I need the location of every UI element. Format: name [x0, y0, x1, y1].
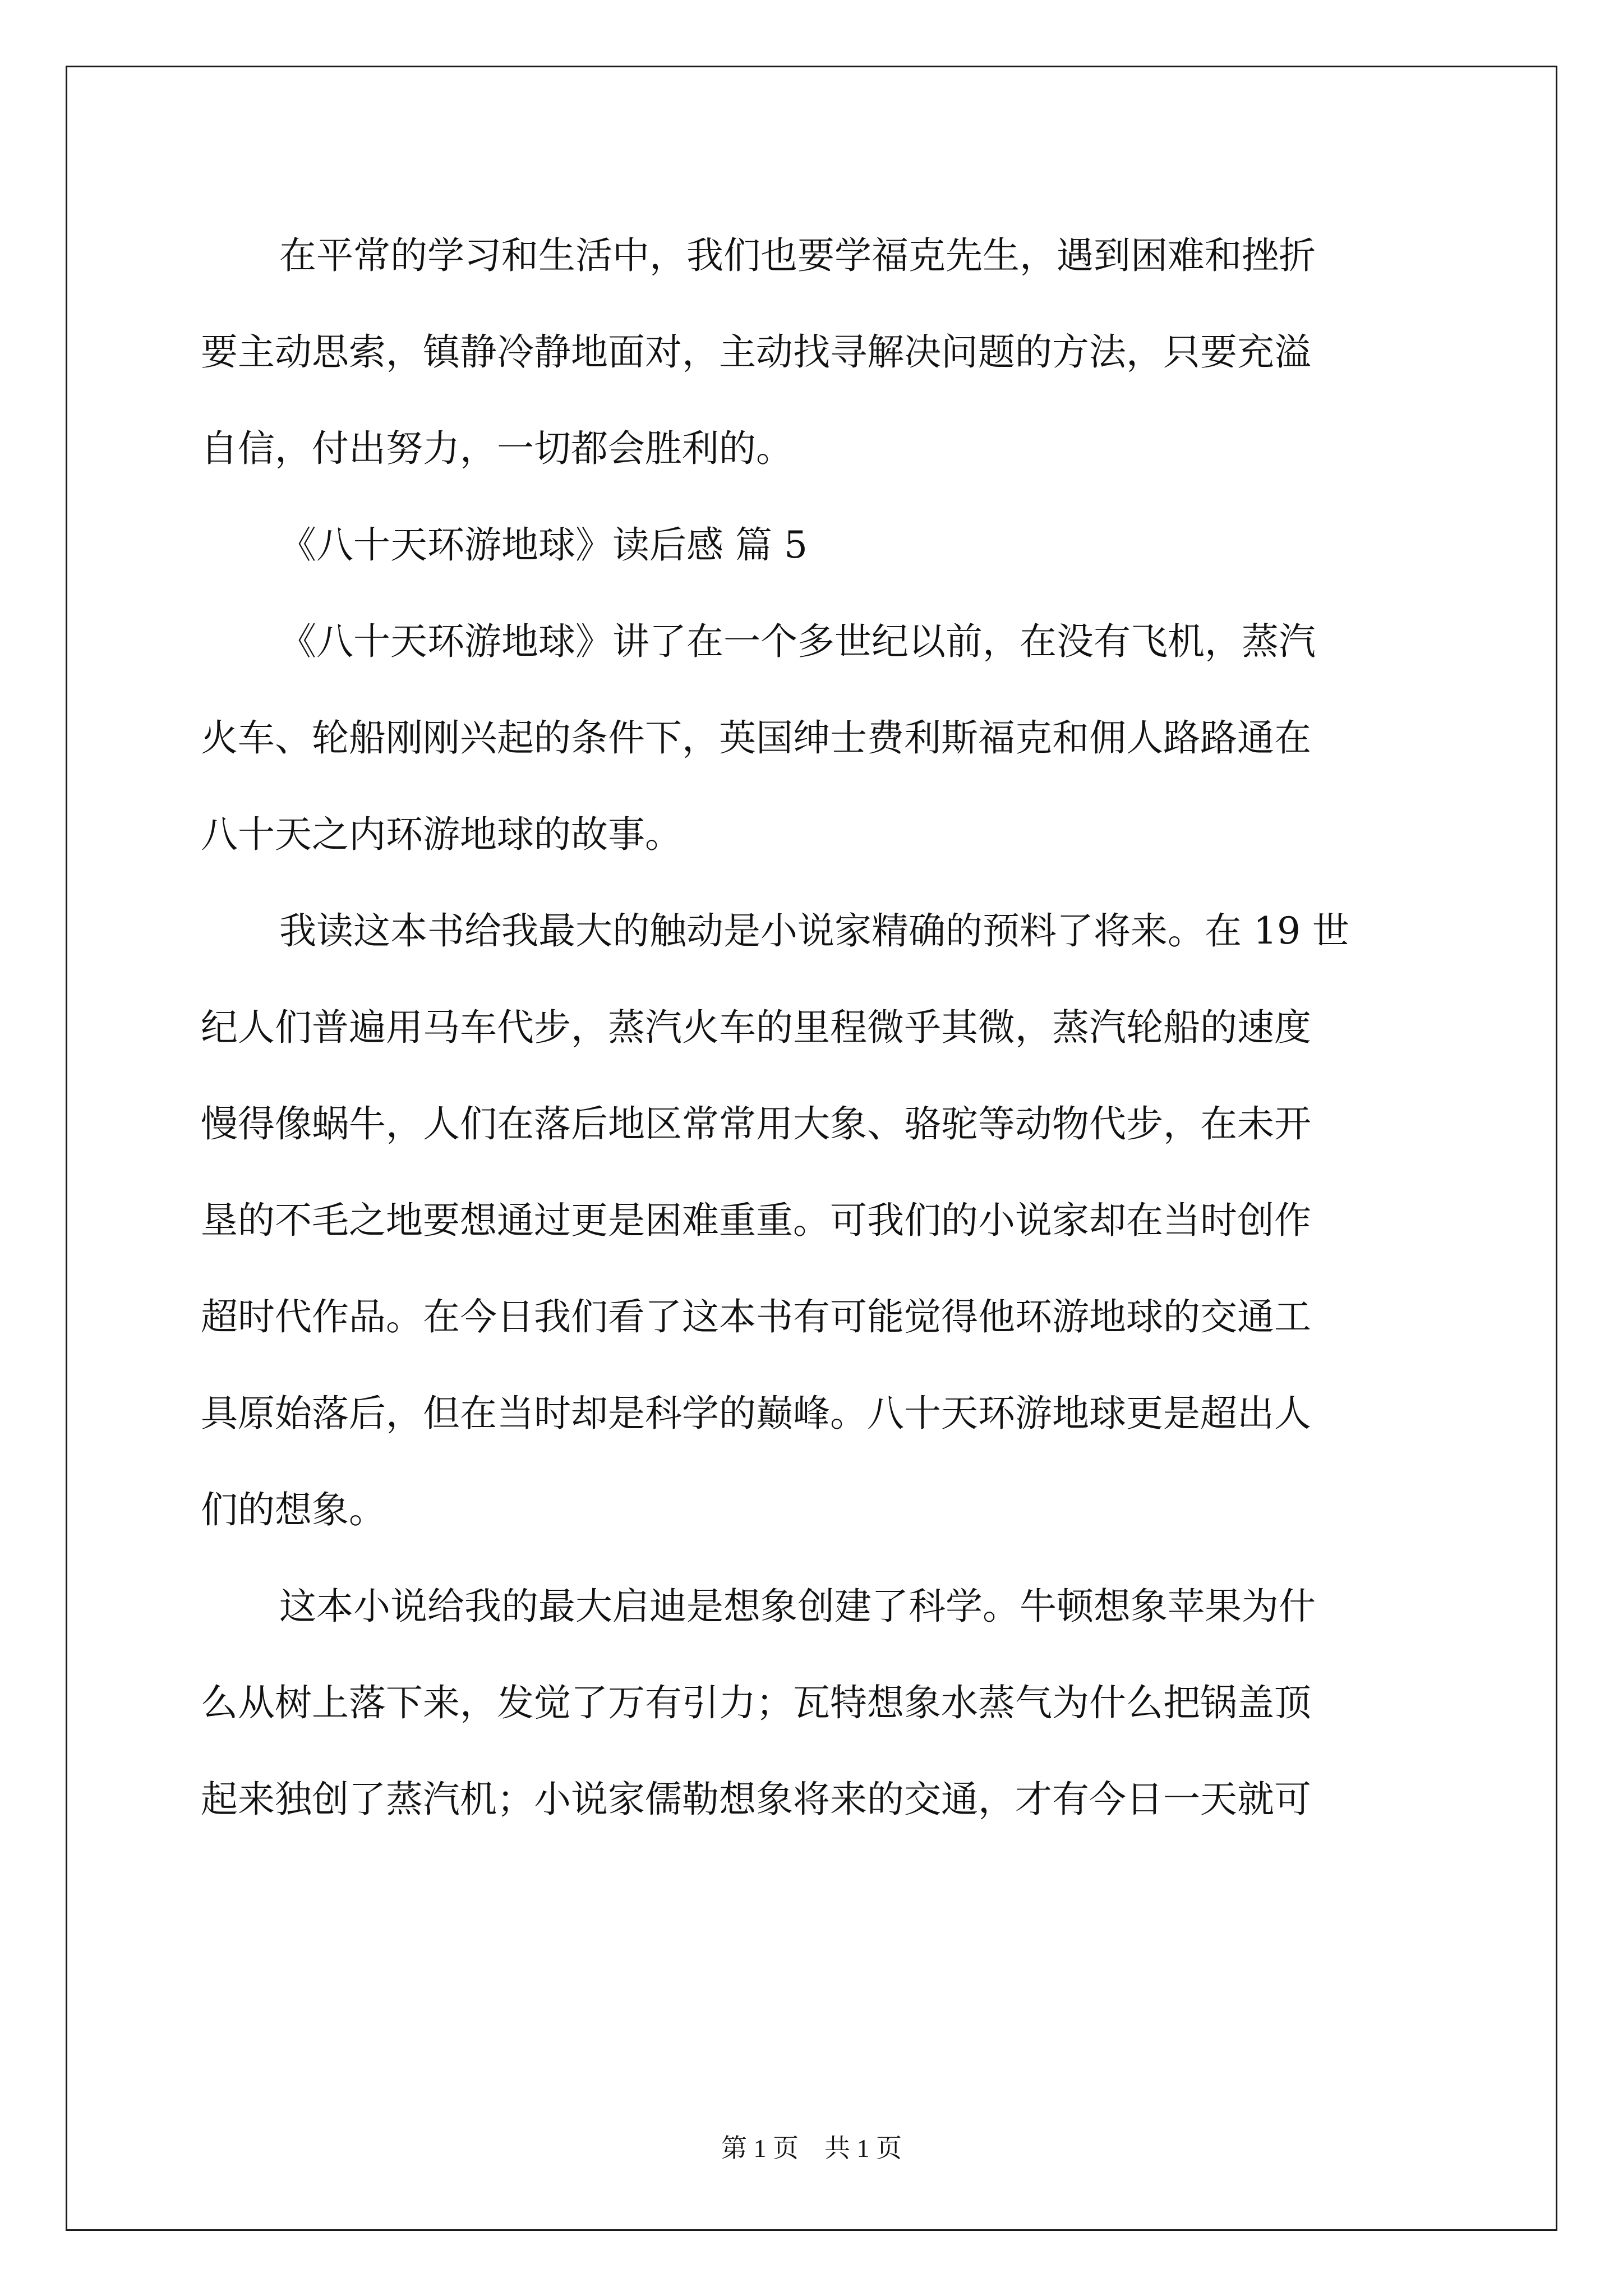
- section-heading: [201, 497, 1429, 593]
- paragraph-line: 慢得像蜗牛，人们在落后地区常常用大象、骆驼等动物代步，在未开: [201, 1102, 1311, 1145]
- paragraph-line: 超时代作品。在今日我们看了这本书有可能觉得他环游地球的交通工: [201, 1295, 1311, 1338]
- paragraph-line: 具原始落后，但在当时却是科学的巅峰。八十天环游地球更是超出人: [201, 1392, 1311, 1435]
- paragraph-line: 我读这本书给我最大的触动是小说家精确的预料了将来。在 19 世: [279, 909, 1349, 953]
- paragraph-line: 们的想象。: [201, 1488, 386, 1531]
- paragraph-line: 自信，付出努力，一切都会胜利的。: [201, 427, 793, 470]
- paragraph-line: 么从树上落下来，发觉了万有引力；瓦特想象水蒸气为什么把锅盖顶: [201, 1681, 1311, 1724]
- section-heading-text: 《八十天环游地球》读后感 篇 5: [279, 523, 808, 567]
- document-body: [201, 208, 1429, 1848]
- paragraph-line: 纪人们普遍用马车代步，蒸汽火车的里程微乎其微，蒸汽轮船的速度: [201, 1006, 1311, 1049]
- paragraph-line: 火车、轮船刚刚兴起的条件下，英国绅士费利斯福克和佣人路路通在: [201, 716, 1311, 760]
- paragraph-line: 起来独创了蒸汽机；小说家儒勒想象将来的交通，才有今日一天就可: [201, 1778, 1311, 1821]
- paragraph-1: [201, 208, 1429, 497]
- paragraph-3: [201, 593, 1429, 883]
- page-footer: 第 1 页 共 1 页: [721, 2134, 902, 2162]
- paragraph-5: [201, 1558, 1429, 1848]
- paragraph-line: 垦的不毛之地要想通过更是困难重重。可我们的小说家却在当时创作: [201, 1199, 1311, 1242]
- paragraph-line: 在平常的学习和生活中，我们也要学福克先生，遇到困难和挫折: [279, 234, 1316, 277]
- paragraph-line: 这本小说给我的最大启迪是想象创建了科学。牛顿想象苹果为什: [279, 1585, 1316, 1628]
- paragraph-line: 要主动思索，镇静冷静地面对，主动找寻解决问题的方法，只要充溢: [201, 330, 1311, 374]
- paragraph-line: 《八十天环游地球》讲了在一个多世纪以前，在没有飞机，蒸汽: [279, 620, 1316, 663]
- paragraph-line: 八十天之内环游地球的故事。: [201, 813, 682, 856]
- paragraph-4: [201, 883, 1429, 1558]
